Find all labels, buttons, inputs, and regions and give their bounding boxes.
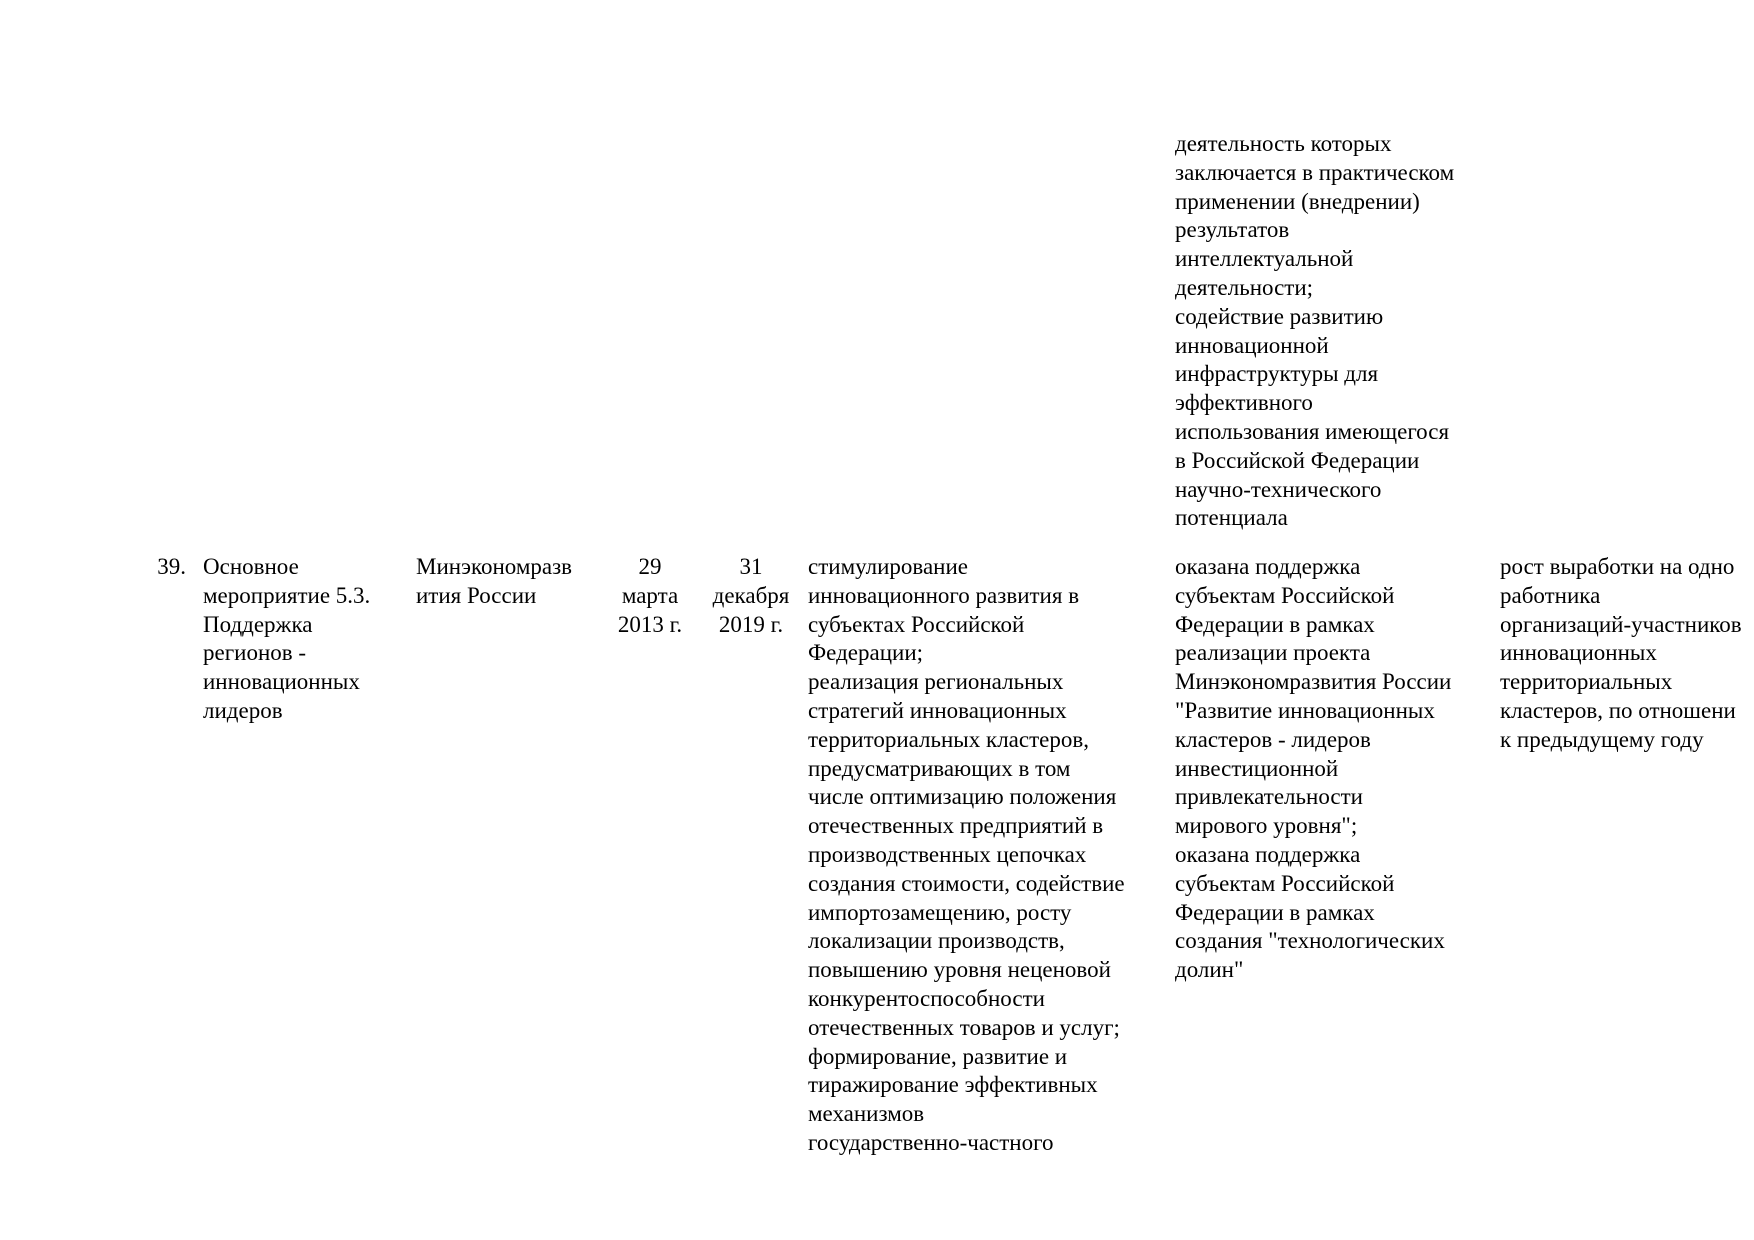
row-number: 39. [157, 554, 186, 579]
target-indicator: рост выработки на одно работника организаций-участников инновационных территориальных кластеров, по отношени к предыдущему году [1500, 554, 1742, 752]
expected-results: оказана поддержка субъектам Российской Федерации в рамках реализации проекта Минэкономразвития России "Развитие инновационных кластеров - лидеров инвестиционной привлекательности мирового уровня"; оказана поддержка субъектам Российской Федерации в рамках создания "технологических долин" [1175, 554, 1452, 983]
measure-name: Основное мероприятие 5.3. Поддержка регионов - инновационных лидеров [203, 554, 371, 723]
end-date: 31 декабря 2019 г. [712, 554, 790, 637]
results-continuation: деятельность которых заключается в практическом применении (внедрении) результатов интеллектуальной деятельности; содействие развитию инновационной инфраструктуры для эффективного использования имеющегося в Российской Федерации научно-технического потенциала [1175, 131, 1455, 531]
start-date: 29 марта 2013 г. [617, 554, 683, 637]
executor: Минэкономразв ития России [416, 554, 573, 608]
tasks-description: стимулирование инновационного развития в субъектах Российской Федерации; реализация региональных стратегий инновационных территориальных кластеров, предусматривающих в том числе оптимизацию положения отечественных предприятий в производственных цепочках создания стоимости, содействие импортозамещению, росту локализации производств, повышению уровня неценовой конкурентоспособности отечественных товаров и услуг; формирование, развитие и тиражирование эффективных механизмов государственно-частного [808, 554, 1125, 1155]
